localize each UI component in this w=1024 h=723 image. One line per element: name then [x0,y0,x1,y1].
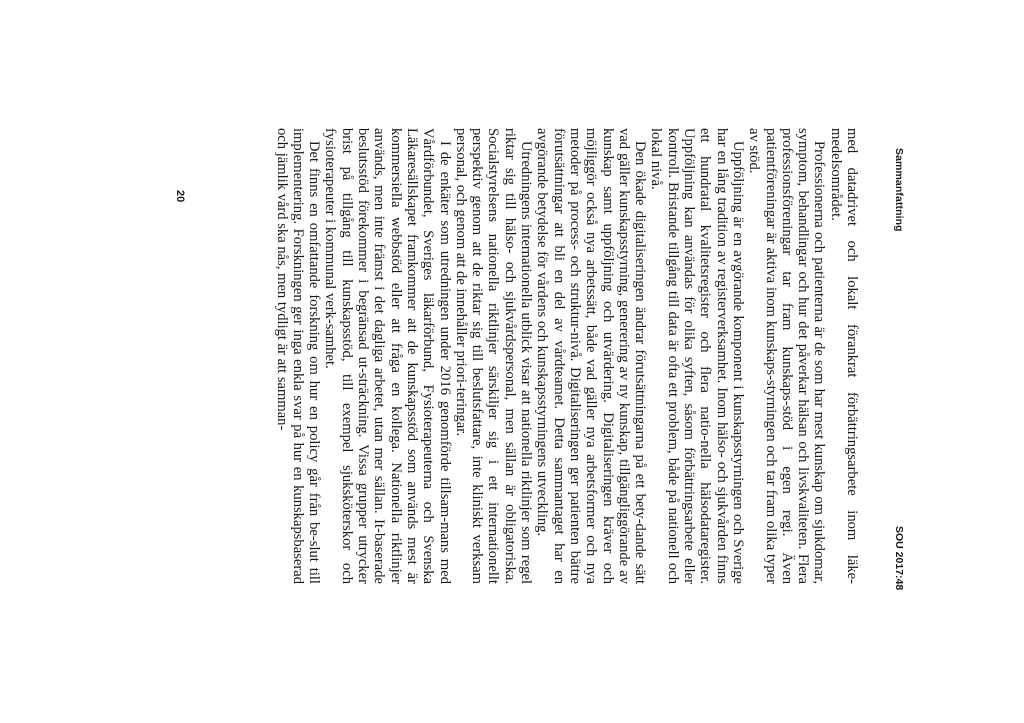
report-id: SOU 2017:48 [893,526,905,591]
section-title: Sammanfattning [893,148,905,232]
paragraph: Professionerna och patienterna är de som har mest kunskap om sjukdomar, symptom, behandlingar och hur det påverkar hälsan och livskvaliteten. Flera professionsföreningar tar fram kunskaps-stöd i egen regi. Även patientföreningar är aktiva inom kunskaps-styrningen och tar fram olika typer av stöd. [746,128,828,584]
paragraph: med datadrivet och lokalt förankrat förbättringsarbete inom läke-medelsområdet. [827,128,860,584]
page-number: 20 [174,190,186,203]
paragraph: Det finns en omfattande forskning om hur en policy går från be-slut till implementering. Forskningen ger inga enkla svar på hur en kunskapsbaserad och jämlik vård ska nås, men tydligt är att samman- [273,128,323,584]
paragraph: I de enkäter som utredningen under 2016 genomförde tillsam-mans med Vårdförbundet, Sveriges läkarförbund, Fysioterapeuterna och Svenska Läkaresällskapet framkommer att de kunskapsstöd som används mest är kommersiella webbstöd eller att fråga en kollega. Nationella riktlinjer används, men inte främst i det dagliga arbetet, utan mer sällan. It-baserade beslutsstöd förekommer i begränsad ut-sträckning. Vissa grupper utrycker brist på tillgång till kunskapsstöd, till exempel sjuksköterskor och fysioterapeuter i kommunal verk-samhet. [322,128,453,584]
paragraph: Uppföljning är en avgörande komponent i kunskapsstyrningen och Sverige har en lång tradition av registerverksamhet. Inom hälso- och sjukvården finns ett hundratal kvalitetsregister och flera natio-nella hälsodataregister. Uppföljning kan användas för olika syften, såsom förbättringsarbete eller kontroll. Bristande tillgång till data är ofta ett problem, både på nationell och lokal nivå. [648,128,746,584]
running-header [889,0,905,723]
paragraph: Utredningens internationella utblick visar att nationella riktlinjer som regel riktar sig till hälso- och sjukvårdspersonal, men sällan är obligatoriska. Socialstyrelsens nationella riktlinjer särskiljer sig i ett internationellt perspektiv genom att de riktar sig till beslutsfattare, inte kliniskt verksam personal, och genom att de innehåller priori-teringar. [452,128,535,584]
body-text [273,128,860,584]
paragraph: Den ökade digitaliseringen ändrar förutsättningarna på ett bety-dande sätt vad gäller kunskapsstyrning, generering av ny kunskap, tillgängliggörande av kunskap samt uppföljning och utvärdering. Digitaliseringen kräver och möjliggör också nya arbetssätt, både vad gäller nya arbetsformer och nya metoder på process- och struktur-nivå. Digitaliseringen ger patienten bättre förutsättningar att bli en del av vårdteamet. Detta sammantaget har en avgörande betydelse för vårdens och kunskapsstyrningens utveckling. [534,128,649,584]
